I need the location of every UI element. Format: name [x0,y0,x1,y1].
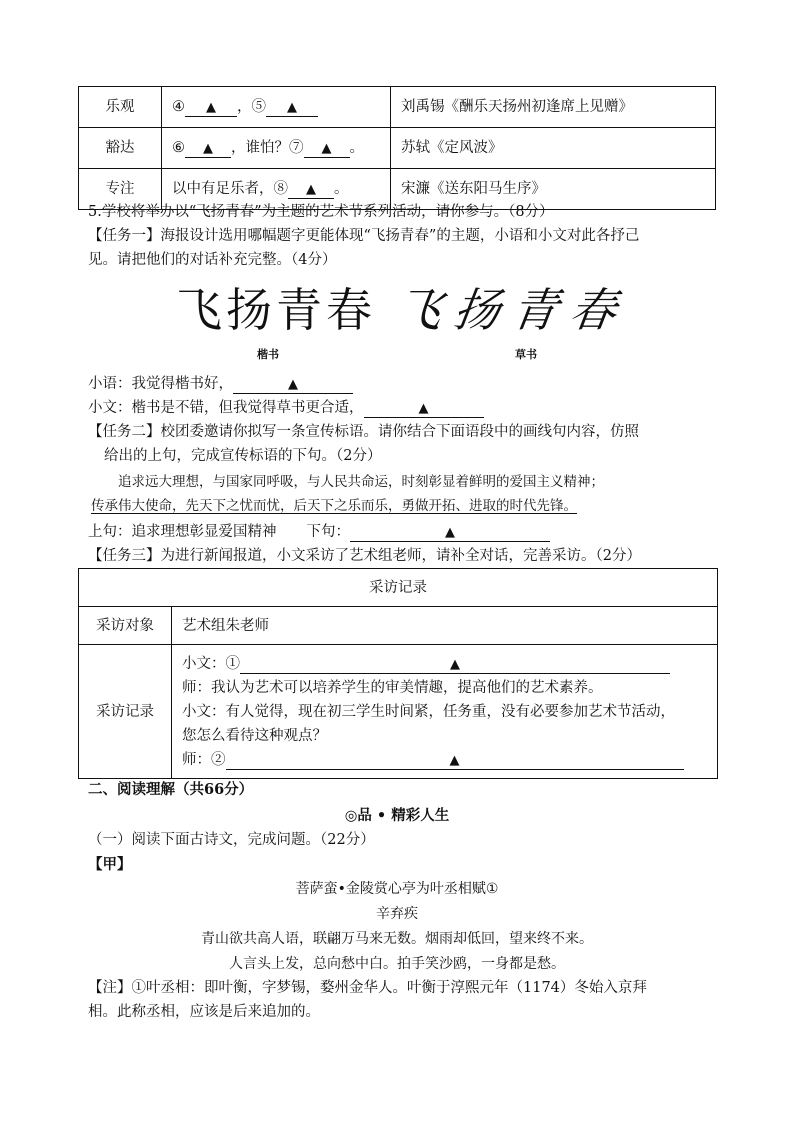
table-row [79,569,718,607]
triangle-marker: ▲ [206,100,216,115]
blank-number: ，⑤ [237,99,266,115]
calligraphy-kaishu: 飞扬青春 [176,283,376,337]
poem-line2: 人言头上发，总向愁中白。拍手笑沙鸥，一身都是愁。 [229,956,565,972]
answer-blank[interactable] [185,99,237,117]
task2-line2: 给出的上句，完成宣传标语的下句。（2分） [104,448,382,464]
blank-number: ④ [172,99,185,115]
passage-line1: 追求远大理想，与国家同呼吸，与人民共命运，时刻彰显着鲜明的爱国主义精神； [118,474,604,490]
xiaowen-text: 小文：楷书是不错，但我觉得草书更合适， [88,400,364,416]
answer-blank[interactable] [233,376,353,394]
record-label: 采访记录 [79,645,172,779]
record-content [172,645,718,779]
table-row [79,645,718,779]
poem-title: 菩萨蛮•金陵赏心亭为叶丞相赋① [295,881,499,897]
teacher-answer-label: 师：② [182,751,226,768]
content-cell [162,87,391,128]
category-cell: 豁达 [79,128,162,169]
triangle-marker: ▲ [321,141,332,156]
answer-blank[interactable] [226,752,684,770]
source-cell: 刘禹锡《酬乐天扬州初逢席上见赠》 [391,87,716,128]
xiaowen-line [88,398,484,418]
answer-blank[interactable] [304,140,350,158]
interview-table [78,568,718,779]
triangle-marker: ▲ [445,525,455,540]
table-row [79,607,718,645]
task2-line1: 【任务二】校团委邀请你拟写一条宣传标语。请你结合下面语段中的画线句内容，仿照 [88,424,639,440]
source-cell: 苏轼《定风波》 [391,128,716,169]
punctuation: 。 [334,181,349,197]
answer-blank[interactable] [266,99,318,117]
record-line: 您怎么看待这种观点？ [182,727,327,744]
slogan-lower-label: 下句： [306,524,350,540]
triangle-marker: ▲ [450,656,460,672]
content-cell [162,128,391,169]
record-line [182,652,707,676]
category-cell: 专注 [79,169,162,210]
note-line2: 相。此称丞相，应该是后来追加的。 [88,1004,320,1020]
xiaoyu-line [88,374,353,394]
part1-instruction: （一）阅读下面古诗文，完成问题。（22分） [88,832,375,848]
answer-blank[interactable] [185,140,231,158]
table-row [79,128,716,169]
poet-name: 辛弃疾 [376,906,418,922]
answer-blank[interactable] [288,181,334,199]
question-5-intro: 5.学校将举办以“飞扬青春”为主题的艺术节系列活动，请你参与。（8分） [88,204,554,220]
passage-line2: 传承伟大使命，先天下之忧而忧，后天下之乐而乐，勇做开拓、进取的时代先锋。 [91,498,577,514]
triangle-marker: ▲ [203,141,213,156]
section2-heading: 二、阅读理解（共66分） [88,781,254,798]
xiaoyu-text: 小语：我觉得楷书好， [88,376,233,392]
task1-line1: 【任务一】海报设计选用哪幅题字更能体现“飞扬青春”的主题，小语和小文对此各抒己 [88,228,640,244]
jia-label: 【甲】 [88,856,132,873]
answer-blank[interactable] [364,400,484,418]
xiaowen-question-label: 小文：① [182,655,240,672]
triangle-marker: ▲ [418,401,429,416]
triangle-marker: ▲ [306,182,316,197]
blank-number: ，谁怕？⑦ [231,140,304,156]
record-line [182,748,707,772]
label-kaishu: 楷书 [257,348,279,361]
task3-line: 【任务三】为进行新闻报道，小文采访了艺术组老师，请补全对话，完善采访。（2分） [88,548,641,564]
slogan-upper: 上句：追求理想彰显爱国精神 [88,524,277,540]
interview-title: 采访记录 [79,569,718,607]
answer-blank[interactable] [350,524,550,542]
poetry-table [78,86,716,210]
section2-subheading: ◎品 • 精彩人生 [344,807,450,824]
punctuation: 。 [349,140,364,156]
triangle-marker: ▲ [287,100,297,115]
target-label: 采访对象 [79,607,172,645]
slogan-line [88,522,550,542]
triangle-marker: ▲ [288,377,298,392]
record-line: 小文：有人觉得，现在初三学生时间紧，任务重，没有必要参加艺术节活动， [182,703,675,720]
blank-number: 以中有足乐者，⑧ [172,181,288,197]
label-caoshu: 草书 [515,348,537,361]
blank-number: ⑥ [172,140,185,156]
target-value: 艺术组朱老师 [172,607,718,645]
record-line: 师：我认为艺术可以培养学生的审美情趣，提高他们的艺术素养。 [182,679,603,696]
table-row [79,87,716,128]
source-cell: 宋濂《送东阳马生序》 [391,169,716,210]
category-cell: 乐观 [79,87,162,128]
poem-line1: 青山欲共高人语，联翩万马来无数。烟雨却低回，望来终不来。 [201,931,593,947]
calligraphy-caoshu: 飞扬青春 [392,283,632,337]
triangle-marker: ▲ [449,752,460,768]
note-line1: 【注】①叶丞相：即叶衡，字梦锡，婺州金华人。叶衡于淳熙元年（1174）冬始入京拜 [88,980,647,996]
answer-blank[interactable] [240,656,670,674]
task1-line2: 见。请把他们的对话补充完整。（4分） [88,252,337,268]
